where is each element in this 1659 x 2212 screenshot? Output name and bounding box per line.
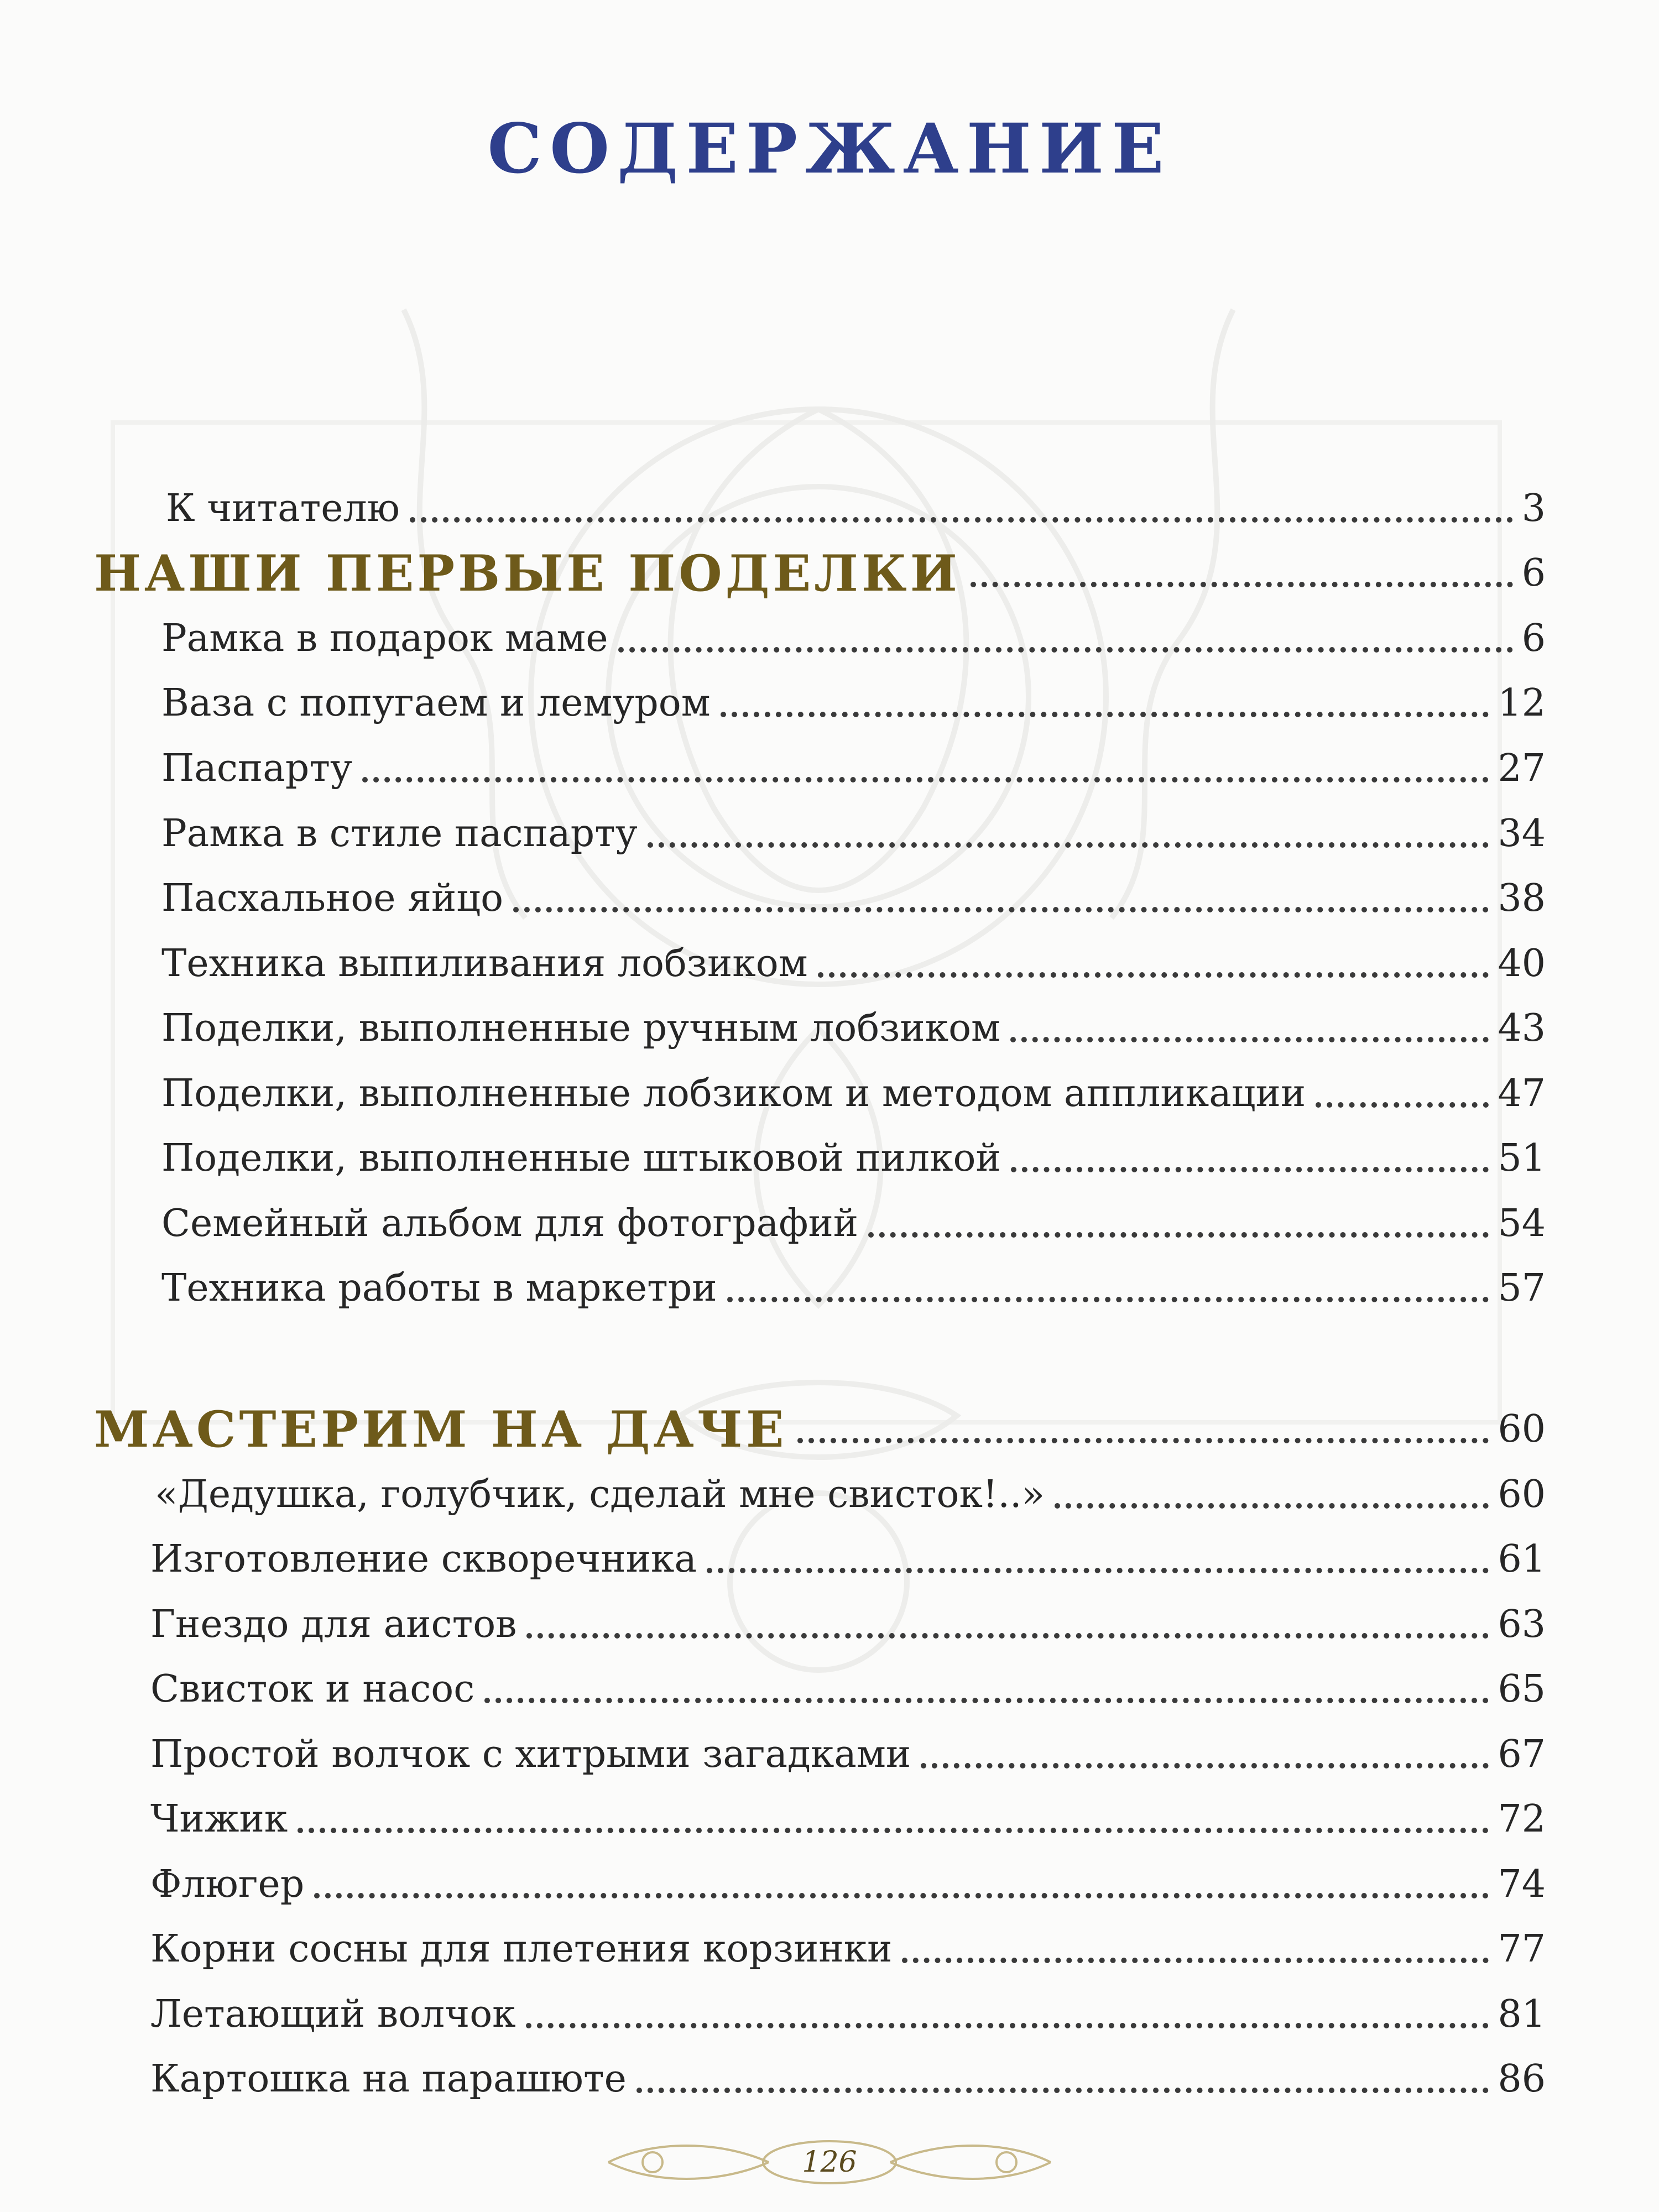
toc-entry-page: 12 (1498, 681, 1546, 725)
toc-entry (161, 614, 1546, 664)
leader-dots (298, 1828, 1489, 1833)
leader-dots (1011, 1167, 1489, 1172)
leader-dots (526, 1633, 1489, 1639)
toc-entry-label: Рамка в подарок маме (161, 617, 608, 660)
leader-dots (727, 1297, 1489, 1302)
leader-dots (526, 2023, 1489, 2028)
toc-entry (150, 1924, 1546, 1974)
leader-dots (797, 1438, 1489, 1443)
leader-dots (921, 1763, 1489, 1768)
leader-dots (410, 517, 1513, 523)
toc-entry-label: Поделки, выполненные ручным лобзиком (161, 1006, 1000, 1050)
toc-entry (161, 874, 1546, 924)
toc-entry-page: 72 (1498, 1797, 1546, 1841)
toc-entry-label: Летающий волчок (150, 1992, 516, 2036)
leader-dots (362, 777, 1489, 782)
toc-entry (150, 1600, 1546, 1650)
toc-entry-page: 34 (1498, 812, 1546, 855)
leader-dots (818, 972, 1489, 978)
toc-entry-page: 81 (1498, 1992, 1546, 2036)
toc-entry-page: 38 (1498, 877, 1546, 920)
toc-entry (166, 484, 1546, 534)
toc-entry (161, 1134, 1546, 1183)
leader-dots (314, 1893, 1489, 1898)
toc-entry (161, 1199, 1546, 1249)
toc-entry (150, 1730, 1546, 1780)
toc-entry-page: 40 (1498, 942, 1546, 985)
toc-entry-page: 43 (1498, 1006, 1546, 1050)
leader-dots (721, 712, 1489, 717)
toc-entry-label: Изготовление скворечника (150, 1537, 697, 1581)
leader-dots (971, 582, 1513, 587)
leader-dots (707, 1568, 1489, 1573)
toc-entry-label: Семейный альбом для фотографий (161, 1202, 859, 1245)
toc-section-page: 60 (1498, 1407, 1546, 1451)
page-number: 126 (802, 2146, 857, 2179)
toc-entry (161, 1264, 1546, 1313)
leader-dots (868, 1232, 1489, 1238)
toc-section-label: МАСТЕРИМ НА ДАЧЕ (94, 1400, 787, 1459)
toc-entry (161, 809, 1546, 859)
toc-entry-label: Ваза с попугаем и лемуром (161, 681, 711, 725)
toc-entry-label: Техника работы в маркетри (161, 1266, 717, 1310)
toc-entry (155, 1470, 1546, 1520)
toc-section-label: НАШИ ПЕРВЫЕ ПОДЕЛКИ (94, 544, 961, 603)
toc-entry-page: 86 (1498, 2057, 1546, 2101)
page-footer (586, 2135, 1073, 2190)
toc-entry-label: Свисток и насос (150, 1667, 475, 1711)
leader-dots (902, 1958, 1489, 1963)
toc-entry-label: Чижик (150, 1797, 288, 1841)
toc-entry-page: 67 (1498, 1733, 1546, 1776)
toc-entry (150, 1535, 1546, 1584)
toc-entry-page: 63 (1498, 1603, 1546, 1646)
toc-section-page: 6 (1521, 551, 1546, 595)
toc-entry-page: 47 (1498, 1072, 1546, 1115)
toc-entry (150, 1665, 1546, 1714)
toc-entry-label: Флюгер (150, 1863, 305, 1906)
toc-section (94, 544, 1546, 603)
toc-entry-page: 6 (1521, 617, 1546, 660)
toc-entry-page: 61 (1498, 1537, 1546, 1581)
leader-dots (648, 842, 1489, 848)
page-title: СОДЕРЖАНИЕ (487, 109, 1172, 189)
toc-entry (150, 1990, 1546, 2039)
toc-entry (161, 744, 1546, 794)
toc-entry-label: Простой волчок с хитрыми загадками (150, 1733, 911, 1776)
toc-entry-label: Поделки, выполненные лобзиком и методом аппликации (161, 1072, 1306, 1115)
toc-entry-label: Картошка на парашюте (150, 2057, 627, 2101)
toc-entry-page: 3 (1521, 487, 1546, 530)
toc-entry-label: Техника выпиливания лобзиком (161, 942, 808, 985)
toc-entry (150, 1860, 1546, 1910)
leader-dots (1010, 1037, 1489, 1042)
leader-dots (1055, 1503, 1489, 1509)
toc-entry-label: К читателю (166, 487, 400, 530)
toc-entry (161, 1004, 1546, 1053)
toc-entry-label: Паспарту (161, 747, 352, 790)
toc-entry-label: Пасхальное яйцо (161, 877, 504, 920)
toc-entry (150, 2054, 1546, 2104)
leader-dots (1316, 1102, 1489, 1108)
leader-dots (513, 907, 1489, 912)
toc-entry-page: 60 (1498, 1473, 1546, 1516)
toc-section (94, 1400, 1546, 1459)
toc-entry (150, 1794, 1546, 1844)
toc-entry (161, 679, 1546, 728)
toc-entry (161, 939, 1546, 989)
toc-entry-page: 27 (1498, 747, 1546, 790)
toc-entry-page: 51 (1498, 1136, 1546, 1180)
toc-entry-page: 57 (1498, 1266, 1546, 1310)
toc-entry (161, 1069, 1546, 1119)
toc-entry-page: 74 (1498, 1863, 1546, 1906)
toc-entry-label: Гнездо для аистов (150, 1603, 517, 1646)
toc-entry-page: 65 (1498, 1667, 1546, 1711)
toc-entry-page: 54 (1498, 1202, 1546, 1245)
toc-entry-label: «Дедушка, голубчик, сделай мне свисток!..» (155, 1473, 1045, 1516)
toc-entry-page: 77 (1498, 1927, 1546, 1971)
toc-entry-label: Рамка в стиле паспарту (161, 812, 638, 855)
leader-dots (484, 1698, 1489, 1703)
leader-dots (637, 2088, 1489, 2093)
toc-entry-label: Поделки, выполненные штыковой пилкой (161, 1136, 1001, 1180)
toc-entry-label: Корни сосны для плетения корзинки (150, 1927, 893, 1971)
leader-dots (618, 647, 1513, 653)
